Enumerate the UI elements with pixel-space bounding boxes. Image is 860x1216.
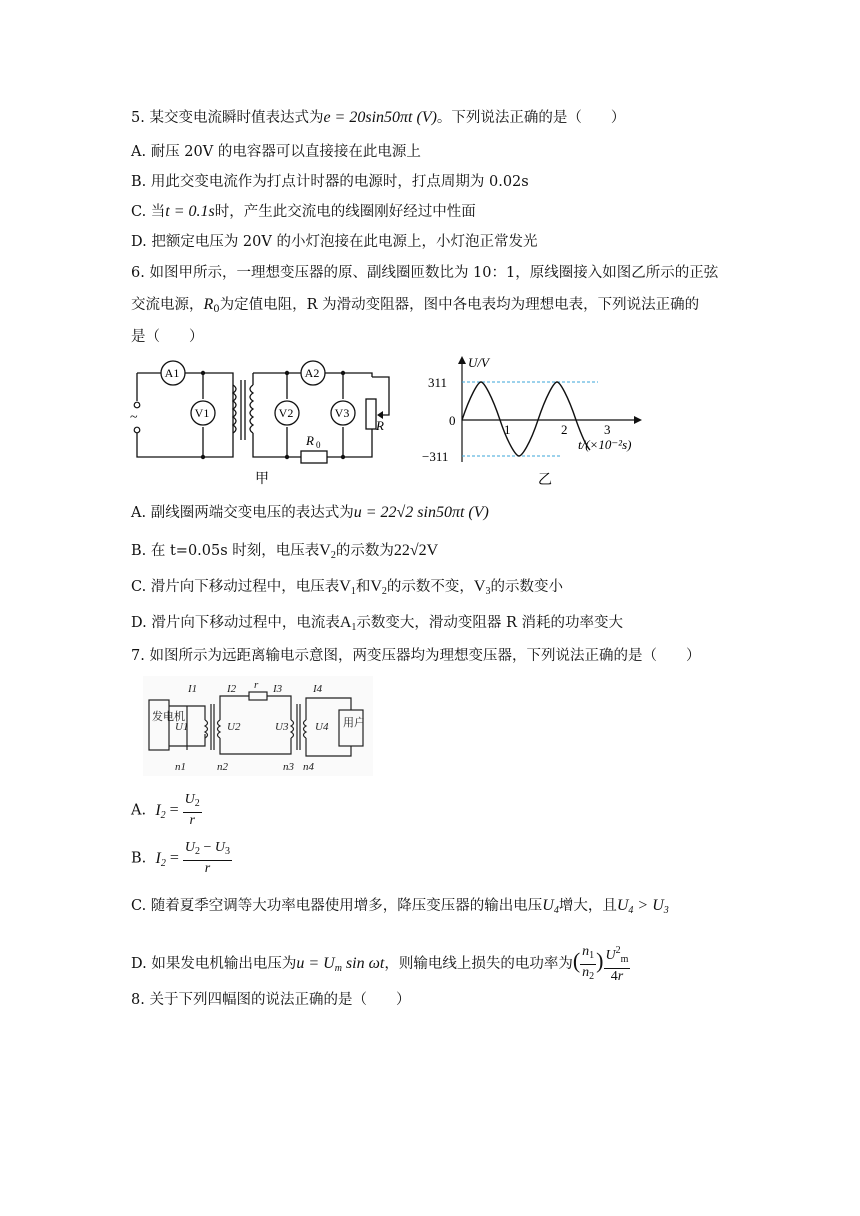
voltmeter-v3: V3 xyxy=(334,406,350,420)
q6-voltage-graph xyxy=(418,350,678,490)
ytick-neg311: −311 xyxy=(422,449,449,464)
q6-stem-line1: 6. 如图甲所示，一理想变压器的原、副线圈匝数比为 10：1，原线圈接入如图乙所示的正弦 xyxy=(131,265,719,281)
user-label: 用户 xyxy=(343,717,365,729)
q5-formula: e = 20sin50πt (V) xyxy=(323,109,437,126)
xtick-1: 1 xyxy=(504,422,511,437)
ytick-0: 0 xyxy=(449,413,456,428)
q7-option-a: A. $I_2$ = $\frac{U_2}{r}$ xyxy=(131,792,200,828)
ac-source-symbol: ~ xyxy=(130,410,138,425)
q5-option-d: D. 把额定电压为 20V 的小灯泡接在此电源上，小灯泡正常发光 xyxy=(131,234,538,250)
svg-text:r: r xyxy=(254,679,259,691)
q7-stem: 7. 如图所示为远距离输电示意图，两变压器均为理想变压器，下列说法正确的是（ ） xyxy=(131,648,701,664)
svg-text:I3: I3 xyxy=(273,683,283,695)
svg-text:I4: I4 xyxy=(313,683,323,695)
svg-text:U4: U4 xyxy=(315,721,329,733)
fig-yi-caption: 乙 xyxy=(538,473,552,488)
q7-transmission-diagram xyxy=(143,676,373,776)
graph-xlabel: t/(×10⁻²s) xyxy=(578,437,632,452)
ammeter-a2: A2 xyxy=(304,366,320,380)
generator-label: 发电机 xyxy=(152,711,185,723)
svg-text:n1: n1 xyxy=(175,761,186,773)
q6-stem-line3: 是（ ） xyxy=(131,329,204,345)
q6-option-d: D. 滑片向下移动过程中，电流表$A_1$示数变大，滑动变阻器 R 消耗的功率变大 xyxy=(131,614,624,633)
q7-option-b: B. $I_2$ = $\frac{U_2 - U_3}{r}$ xyxy=(131,840,230,876)
q8-stem: 8. 关于下列四幅图的说法正确的是（ ） xyxy=(131,992,411,1008)
svg-text:I2: I2 xyxy=(227,683,237,695)
voltmeter-v2: V2 xyxy=(278,406,294,420)
q6-option-a: A. 副线圈两端交变电压的表达式为u = 22√2 sin50πt (V) xyxy=(131,504,489,521)
ytick-311: 311 xyxy=(428,375,448,390)
q6-circuit-diagram xyxy=(125,355,400,490)
r0-label: R xyxy=(306,433,314,448)
svg-text:U2: U2 xyxy=(227,721,241,733)
ammeter-a1: A1 xyxy=(164,366,180,380)
q5-option-a: A. 耐压 20V 的电容器可以直接接在此电源上 xyxy=(131,144,421,160)
fig-jia-caption: 甲 xyxy=(255,472,269,487)
svg-text:n3: n3 xyxy=(283,761,294,773)
xtick-3: 3 xyxy=(604,422,611,437)
q7-option-d: D. 如果发电机输出电压为$u = U_m$ sin ωt，则输电线上损失的电功率为( $\frac{n_1}{n_2}$ ) $\frac{U^2_m}{4r}$ xyxy=(131,943,629,984)
svg-text:U1: U1 xyxy=(175,721,189,733)
q6-option-c: C. 滑片向下移动过程中，电压表$V_1$和$V_2$的示数不变，$V_3$的示数变小 xyxy=(131,578,563,597)
xtick-2: 2 xyxy=(561,422,568,437)
graph-ylabel: U/V xyxy=(468,355,489,370)
r-label: R xyxy=(376,418,384,433)
svg-text:n2: n2 xyxy=(217,761,228,773)
voltmeter-v1: V1 xyxy=(194,406,210,420)
svg-text:n4: n4 xyxy=(303,761,314,773)
q6-option-b: B. 在 t=0.05s 时刻，电压表$V_2$的示数为22√2V xyxy=(131,542,439,561)
q6-stem-line2: 交流电源，$R_0$为定值电阻，R 为滑动变阻器，图中各电表均为理想电表，下列说法正确的 xyxy=(131,296,700,315)
svg-text:I1: I1 xyxy=(188,683,198,695)
svg-text:0: 0 xyxy=(316,440,321,450)
svg-text:U3: U3 xyxy=(275,721,289,733)
q7-option-c: C. 随着夏季空调等大功率电器使用增多，降压变压器的输出电压$U_4$增大，且$U_4 > U_3$ xyxy=(131,897,669,916)
q5-option-b: B. 用此交变电流作为打点计时器的电源时，打点周期为 0.02s xyxy=(131,174,529,190)
q5-option-c: C. 当t = 0.1s时，产生此交流电的线圈刚好经过中性面 xyxy=(131,203,476,220)
q5-stem: 5. 某交变电流瞬时值表达式为e = 20sin50πt (V)。下列说法正确的是（ ） xyxy=(131,109,626,126)
